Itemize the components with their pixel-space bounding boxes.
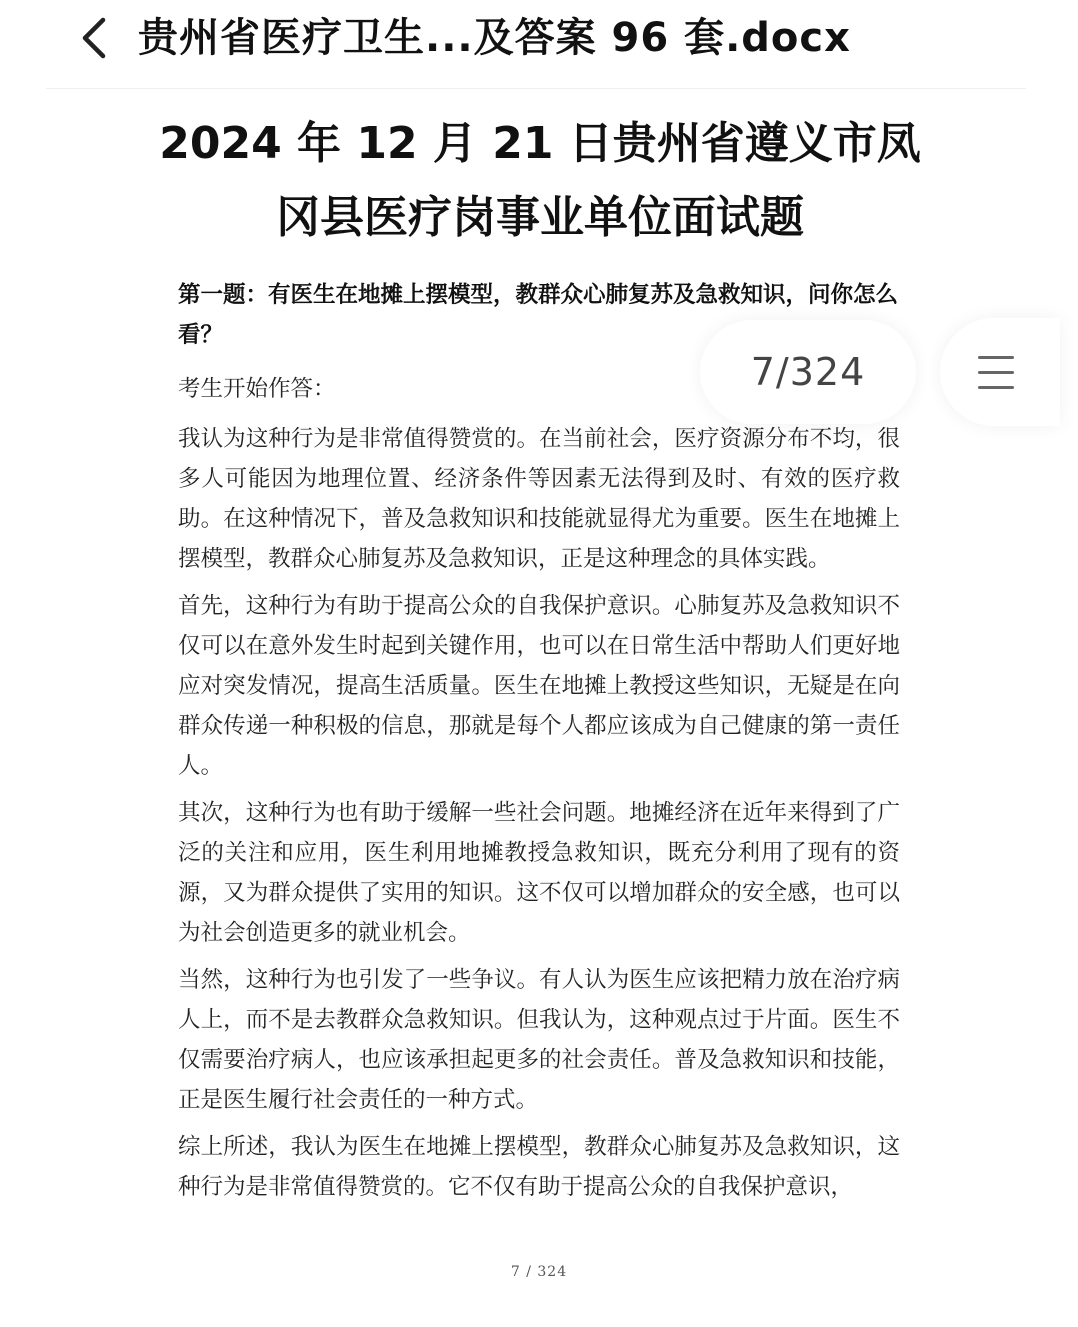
answer-intro: 考生开始作答： — [178, 376, 336, 402]
page-indicator[interactable] — [700, 320, 916, 424]
page-indicator-label: 7/324 — [750, 350, 866, 394]
chevron-left-icon — [79, 16, 109, 60]
paragraph: 综上所述，我认为医生在地摊上摆模型，教群众心肺复苏及急救知识，这种行为是非常值得赞赏的。它不仅有助于提高公众的自我保护意识， — [178, 1134, 900, 1200]
back-button[interactable] — [70, 10, 118, 66]
menu-button[interactable] — [940, 318, 1060, 426]
page-title: 2024 年 12 月 21 日贵州省遵义市凤冈县医疗岗事业单位面试题 — [159, 118, 921, 243]
paragraph: 当然，这种行为也引发了一些争议。有人认为医生应该把精力放在治疗病人上，而不是去教群众急救知识。但我认为，这种观点过于片面。医生不仅需要治疗病人，也应该承担起更多的社会责任。普及急救知识和技能，正是医生履行社会责任的一种方式。 — [178, 967, 900, 1113]
page-number-footer: 7 / 324 — [510, 1264, 568, 1280]
top-bar — [0, 0, 1078, 88]
document-filename: 贵州省医疗卫生...及答案 96 套.docx — [138, 15, 851, 61]
paragraph: 其次，这种行为也有助于缓解一些社会问题。地摊经济在近年来得到了广泛的关注和应用，医生利用地摊教授急救知识，既充分利用了现有的资源，又为群众提供了实用的知识。这不仅可以增加群众的安全感，也可以为社会创造更多的就业机会。 — [178, 800, 900, 946]
document-page — [0, 89, 1078, 1327]
paragraph: 我认为这种行为是非常值得赞赏的。在当前社会，医疗资源分布不均，很多人可能因为地理位置、经济条件等因素无法得到及时、有效的医疗救助。在这种情况下，普及急救知识和技能就显得尤为重要。医生在地摊上摆模型，教群众心肺复苏及急救知识，正是这种理念的具体实践。 — [178, 426, 900, 572]
question-heading: 第一题：有医生在地摊上摆模型，教群众心肺复苏及急救知识，问你怎么看？ — [178, 282, 899, 348]
paragraph: 首先，这种行为有助于提高公众的自我保护意识。心肺复苏及急救知识不仅可以在意外发生时起到关键作用，也可以在日常生活中帮助人们更好地应对突发情况，提高生活质量。医生在地摊上教授这些知识，无疑是在向群众传递一种积极的信息，那就是每个人都应该成为自己健康的第一责任人。 — [178, 593, 900, 779]
